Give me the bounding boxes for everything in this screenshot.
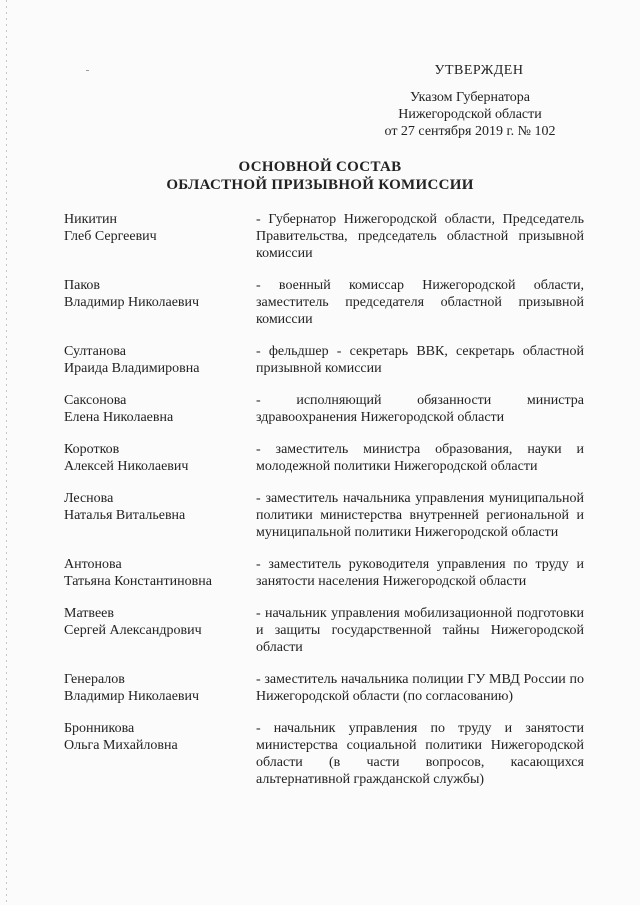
member-given-name: Наталья Витальевна: [64, 508, 186, 523]
approval-line-3: от 27 сентября 2019 г. № 102: [384, 124, 556, 139]
member-position: - заместитель начальника управления муниципальной политики министерства внутренней региональной и муниципальной политики Нижегородской области: [256, 491, 584, 540]
member-name: [64, 277, 256, 328]
member-surname: Паков: [64, 278, 101, 293]
member-given-name: Татьяна Константиновна: [64, 574, 212, 589]
approval-line-2: Нижегородской области: [398, 107, 542, 122]
member-name: [64, 490, 256, 541]
member-given-name: Ираида Владимировна: [64, 361, 200, 376]
member-name: [64, 441, 256, 475]
members-list: [64, 211, 584, 803]
member-row: [64, 441, 584, 475]
member-surname: Антонова: [64, 557, 122, 572]
member-row: [64, 605, 584, 656]
member-position: - военный комиссар Нижегородской области, заместитель председателя областной призывной комиссии: [256, 278, 584, 327]
member-name: [64, 605, 256, 656]
member-row: [64, 720, 584, 788]
member-row: [64, 343, 584, 377]
scan-edge-artifact: [6, 0, 7, 905]
member-name: [64, 343, 256, 377]
member-row: [64, 392, 584, 426]
member-position: - начальник управления мобилизационной подготовки и защиты государственной тайны Нижегородской области: [256, 606, 584, 655]
member-row: [64, 556, 584, 590]
member-given-name: Владимир Николаевич: [64, 689, 200, 704]
member-position: - фельдшер - секретарь ВВК, секретарь областной призывной комиссии: [256, 344, 584, 376]
member-given-name: Сергей Александрович: [64, 623, 202, 638]
scan-speck: [86, 70, 89, 71]
document-title-line-2: ОБЛАСТНОЙ ПРИЗЫВНОЙ КОМИССИИ: [166, 177, 474, 193]
member-given-name: Ольга Михайловна: [64, 738, 178, 753]
member-given-name: Елена Николаевна: [64, 410, 174, 425]
member-name: [64, 211, 256, 262]
member-position: - исполняющий обязанности министра здравоохранения Нижегородской области: [256, 393, 584, 425]
member-surname: Матвеев: [64, 606, 114, 621]
member-row: [64, 671, 584, 705]
member-position: - начальник управления по труду и занятости министерства социальной политики Нижегородской области (в части вопросов, касающихся альтернативной гражданской службы): [256, 721, 584, 787]
member-given-name: Глеб Сергеевич: [64, 229, 157, 244]
member-name: [64, 720, 256, 788]
document-title: [0, 158, 640, 194]
member-surname: Леснова: [64, 491, 114, 506]
member-surname: Никитин: [64, 212, 117, 227]
member-position: - заместитель министра образования, науки и молодежной политики Нижегородской области: [256, 442, 584, 474]
member-position: - заместитель начальника полиции ГУ МВД России по Нижегородской области (по согласованию): [256, 672, 584, 704]
member-surname: Коротков: [64, 442, 120, 457]
approval-title: УТВЕРЖДЕН: [434, 63, 524, 78]
member-surname: Султанова: [64, 344, 126, 359]
member-surname: Генералов: [64, 672, 125, 687]
member-name: [64, 556, 256, 590]
member-row: [64, 211, 584, 262]
member-name: [64, 392, 256, 426]
member-given-name: Владимир Николаевич: [64, 295, 200, 310]
member-surname: Саксонова: [64, 393, 127, 408]
member-name: [64, 671, 256, 705]
document-title-line-1: ОСНОВНОЙ СОСТАВ: [238, 159, 402, 175]
member-row: [64, 490, 584, 541]
member-surname: Бронникова: [64, 721, 135, 736]
member-row: [64, 277, 584, 328]
member-position: - заместитель руководителя управления по труду и занятости населения Нижегородской области: [256, 557, 584, 589]
approval-line-1: Указом Губернатора: [409, 90, 531, 105]
approval-block: [370, 62, 570, 140]
member-position: - Губернатор Нижегородской области, Председатель Правительства, председатель областной призывной комиссии: [256, 212, 584, 261]
member-given-name: Алексей Николаевич: [64, 459, 189, 474]
